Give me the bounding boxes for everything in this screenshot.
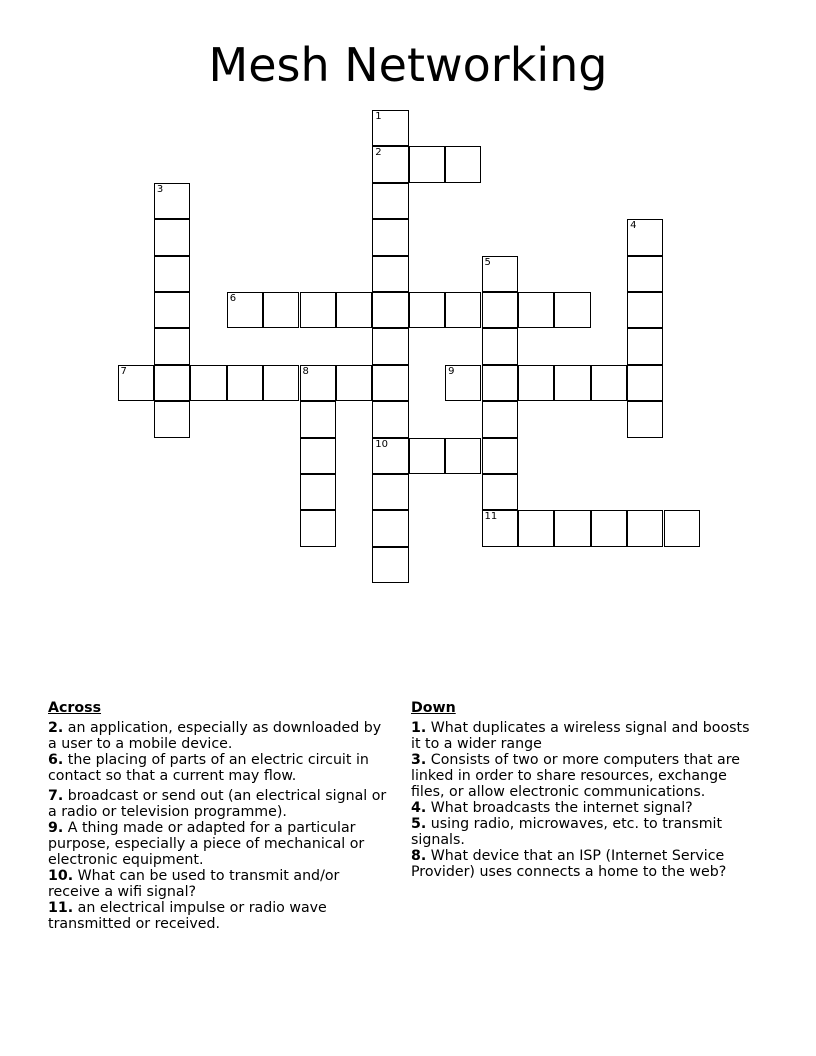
clue-number: 6	[229, 293, 237, 304]
clue-down-1: 1. What duplicates a wireless signal and boosts it to a wider range	[411, 720, 750, 752]
grid-cell[interactable]	[518, 292, 554, 328]
grid-cell[interactable]	[372, 547, 408, 583]
grid-cell[interactable]	[372, 110, 408, 146]
grid-cell[interactable]	[627, 328, 663, 364]
clue-across-10: 10. What can be used to transmit and/or receive a wifi signal?	[48, 868, 340, 900]
grid-cell[interactable]	[482, 292, 518, 328]
grid-cell[interactable]	[445, 292, 481, 328]
clue-number: 7	[120, 365, 127, 377]
grid-cell[interactable]	[482, 510, 518, 546]
grid-cell[interactable]	[372, 510, 408, 546]
grid-cell[interactable]	[445, 438, 481, 474]
grid-cell[interactable]	[300, 292, 336, 328]
clue-number: 3	[156, 183, 164, 195]
grid-cell[interactable]	[336, 365, 372, 401]
grid-cell[interactable]	[372, 438, 408, 474]
grid-cell[interactable]	[554, 510, 590, 546]
across-clues	[48, 700, 393, 932]
clue-across-9: 9. A thing made or adapted for a particular purpose, especially a piece of mechanical or electronic equipment.	[48, 820, 365, 868]
down-clues	[411, 700, 761, 880]
grid-cell[interactable]	[300, 438, 336, 474]
clue-number: 10	[375, 438, 389, 450]
grid-cell[interactable]	[300, 365, 336, 401]
grid-cell[interactable]	[300, 474, 336, 510]
clue-down-8: 8. What device that an ISP (Internet Service Provider) uses connects a home to the web?	[411, 848, 727, 880]
clue-number: 5	[484, 256, 491, 268]
grid-cell[interactable]	[445, 365, 481, 401]
grid-cell[interactable]	[154, 183, 190, 219]
clue-number: 9	[448, 365, 455, 377]
grid-cell[interactable]	[154, 328, 190, 364]
clue-number: 11	[484, 511, 498, 523]
grid-cell[interactable]	[518, 365, 554, 401]
clue-number: 8	[302, 365, 309, 377]
grid-cell[interactable]	[482, 474, 518, 510]
clue-number: 1	[375, 111, 382, 122]
grid-cell[interactable]	[372, 256, 408, 292]
grid-cell[interactable]	[372, 146, 408, 182]
grid-cell[interactable]	[154, 219, 190, 255]
clue-number: 2	[375, 147, 382, 159]
grid-cell[interactable]	[627, 256, 663, 292]
grid-cell[interactable]	[554, 365, 590, 401]
grid-cell[interactable]	[482, 256, 518, 292]
grid-cell[interactable]	[409, 146, 445, 182]
grid-cell[interactable]	[263, 365, 299, 401]
grid-cell[interactable]	[154, 365, 190, 401]
grid-cell[interactable]	[154, 256, 190, 292]
grid-cell[interactable]	[409, 438, 445, 474]
clue-across-6: 6. the placing of parts of an electric circuit in contact so that a current may flow.	[48, 752, 369, 784]
grid-cell[interactable]	[372, 219, 408, 255]
grid-cell[interactable]	[518, 510, 554, 546]
page-title: Mesh Networking	[208, 38, 608, 92]
grid-cell[interactable]	[300, 401, 336, 437]
across-heading: Across	[48, 700, 102, 716]
grid-cell[interactable]	[445, 146, 481, 182]
grid-cell[interactable]	[627, 219, 663, 255]
grid-cell[interactable]	[664, 510, 700, 546]
grid-cell[interactable]	[482, 365, 518, 401]
grid-cell[interactable]	[372, 365, 408, 401]
grid-cell[interactable]	[227, 365, 263, 401]
grid-cell[interactable]	[372, 328, 408, 364]
grid-cell[interactable]	[154, 401, 190, 437]
grid-cell[interactable]	[118, 365, 154, 401]
grid-cell[interactable]	[372, 183, 408, 219]
grid-cell[interactable]	[300, 510, 336, 546]
clue-number: 4	[630, 220, 637, 232]
grid-cell[interactable]	[154, 292, 190, 328]
grid-cell[interactable]	[627, 401, 663, 437]
grid-cell[interactable]	[591, 365, 627, 401]
grid-cell[interactable]	[336, 292, 372, 328]
clue-across-2: 2. an application, especially as downloaded by a user to a mobile device.	[48, 720, 382, 752]
grid-cell[interactable]	[627, 292, 663, 328]
grid-cell[interactable]	[263, 292, 299, 328]
down-heading: Down	[411, 700, 456, 716]
grid-cell[interactable]	[227, 292, 263, 328]
grid-cell[interactable]	[591, 510, 627, 546]
grid-cell[interactable]	[554, 292, 590, 328]
grid-cell[interactable]	[372, 474, 408, 510]
grid-cell[interactable]	[482, 401, 518, 437]
grid-cell[interactable]	[482, 438, 518, 474]
clue-down-4: 4. What broadcasts the internet signal?	[411, 800, 693, 816]
grid-cell[interactable]	[372, 401, 408, 437]
clue-across-11: 11. an electrical impulse or radio wave transmitted or received.	[48, 900, 327, 932]
grid-cell[interactable]	[482, 328, 518, 364]
clue-down-5: 5. using radio, microwaves, etc. to transmit signals.	[411, 816, 723, 848]
grid-cell[interactable]	[372, 292, 408, 328]
grid-cell[interactable]	[627, 365, 663, 401]
grid-cell[interactable]	[627, 510, 663, 546]
clue-down-3: 3. Consists of two or more computers that are linked in order to share resources, exchange files, or allow electronic communications.	[411, 752, 740, 800]
clue-across-7: 7. broadcast or send out (an electrical signal or a radio or television programme).	[48, 788, 387, 820]
grid-cell[interactable]	[409, 292, 445, 328]
grid-cell[interactable]	[190, 365, 226, 401]
